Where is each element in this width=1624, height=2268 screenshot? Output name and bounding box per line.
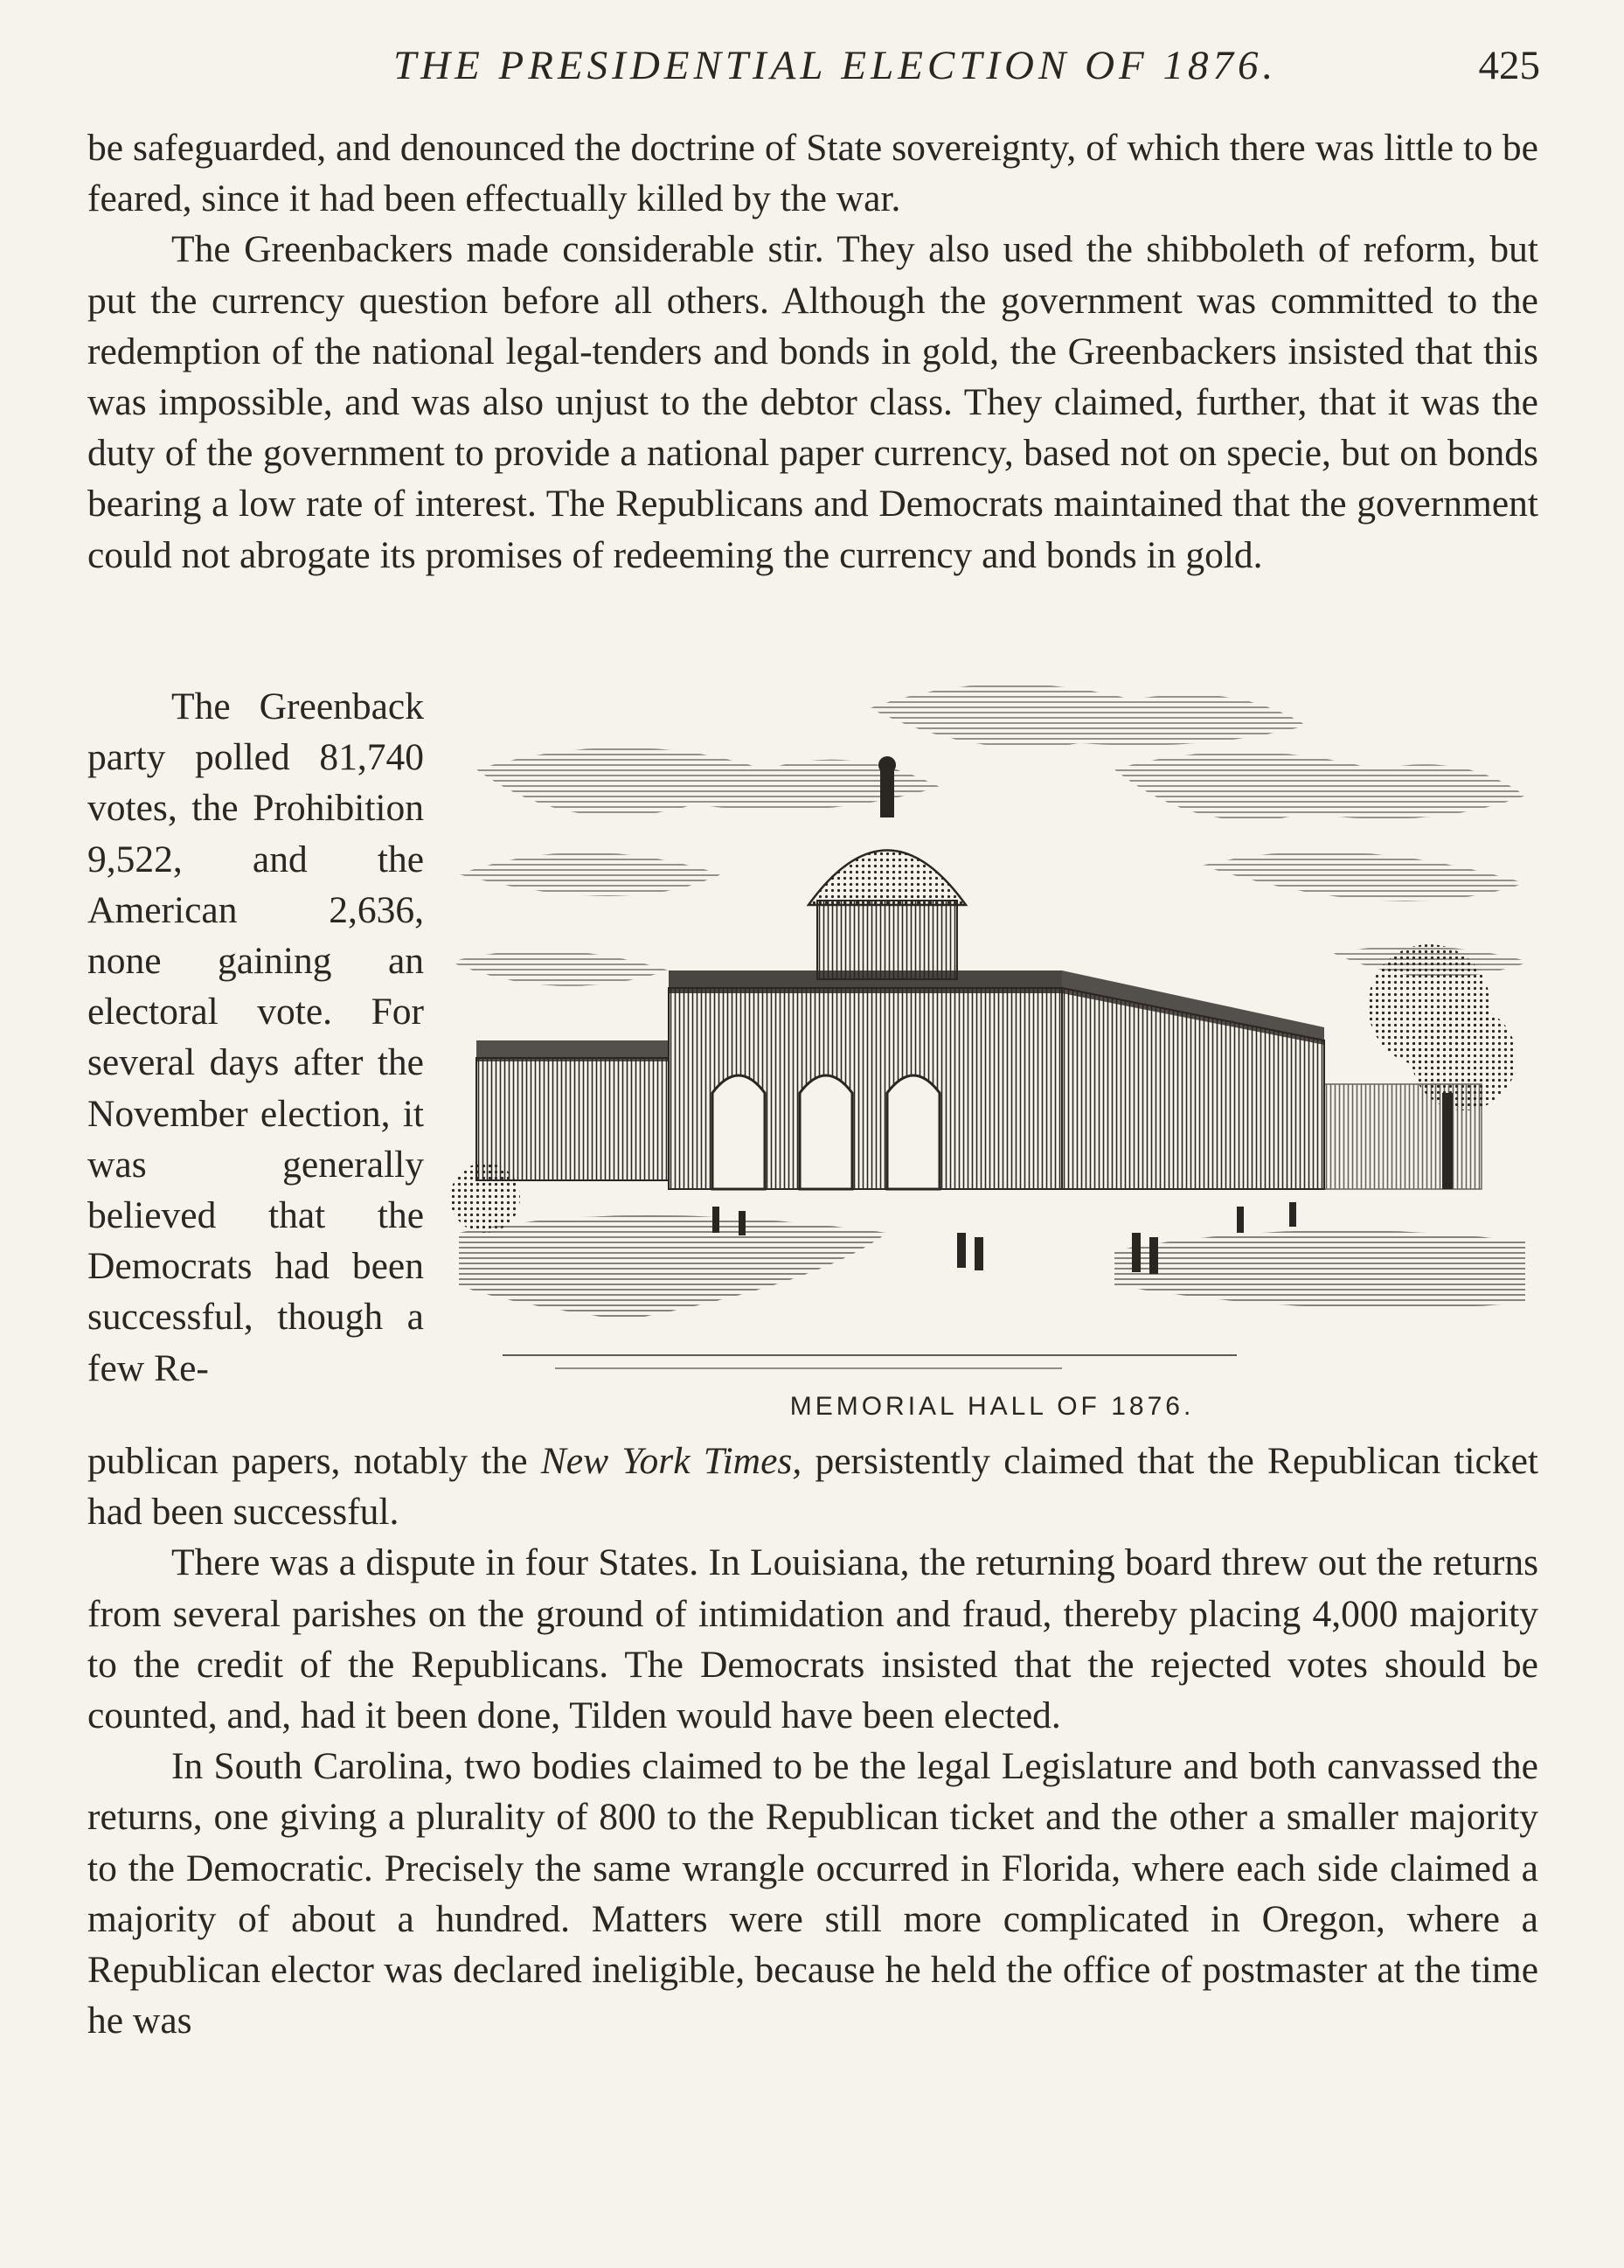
- paragraph-times-continued: [87, 1436, 1538, 1537]
- paragraph-dispute: There was a dispute in four States. In Louisiana, the returning board threw out the returns from several parishes on the ground of intimidation and fraud, thereby placing 4,000 majority to the credit of the Republicans. The Democrats insisted that the rejected votes should be counted, and, had it been done, Tilden would have been elected.: [87, 1541, 1538, 1737]
- running-head: [87, 42, 1540, 94]
- lower-text-block: [87, 1436, 1538, 2046]
- chapter-title: THE PRESIDENTIAL ELECTION OF 1876.: [393, 43, 1278, 88]
- upper-text-block: [87, 122, 1538, 581]
- figure-caption: MEMORIAL HALL OF 1876.: [789, 1392, 1195, 1421]
- grounds: [459, 1215, 1525, 1368]
- paragraph-greenbackers: The Greenbackers made considerable stir. They also used the shibboleth of reform, but put the currency question before all others. Although the government was committed to the redemption of the national legal-tenders and bonds in gold, the Greenbackers insisted that this was impossible, and was also unjust to the debtor class. They claimed, further, that it was the duty of the government to provide a national paper currency, based not on specie, but on bonds bearing a low rate of interest. The Republicans and Democrats maintained that the government could not abrogate its promises of redeeming the currency and bonds in gold.: [87, 228, 1538, 576]
- newspaper-title: New York Times,: [540, 1440, 802, 1482]
- paragraph-times-start: publican papers, notably the: [87, 1440, 541, 1482]
- page-number: 425: [1478, 43, 1540, 88]
- paragraph-times-end: persistently claimed that the Republican ticket had been successful.: [87, 1440, 1538, 1534]
- paragraph-votes-column: The Greenback party polled 81,740 votes, the Prohibition 9,522, and the American 2,636, none gaining an electoral vote. For several days after the November election, it was generally believed that the Democrats had been successful, though a few Re-: [87, 685, 424, 1389]
- memorial-hall-figure: [450, 673, 1534, 1430]
- memorial-hall-engraving: [450, 673, 1534, 1390]
- sky-clouds: [450, 684, 1530, 986]
- paragraph-south-carolina: In South Carolina, two bodies claimed to be the legal Legislature and both canvassed the returns, one giving a plurality of 800 to the Republican ticket and the other a smaller majority to the Democratic. Precisely the same wrangle occurred in Florida, where each side claimed a majority of about a hundred. Matters were still more complicated in Oregon, where a Republican elector was declared ineligible, because he held the office of postmaster at the time he was: [87, 1745, 1538, 2042]
- paragraph-continued: be safeguarded, and denounced the doctrine of State sovereignty, of which there was little to be feared, since it had been effectually killed by the war.: [87, 127, 1538, 220]
